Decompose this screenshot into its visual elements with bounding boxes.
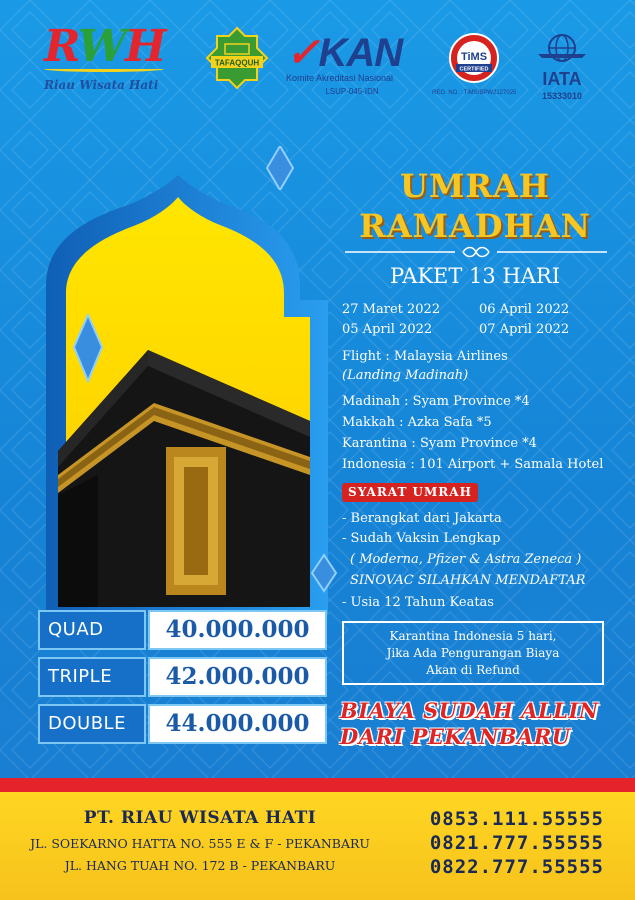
depart-date-1: 27 Maret 2022: [342, 302, 441, 317]
requirement-item: - Sudah Vaksin Lengkap: [342, 531, 501, 546]
company-address-2: JL. HANG TUAH NO. 172 B - PEKANBARU: [64, 858, 336, 873]
karantina-note-line: Karantina Indonesia 5 hari,: [389, 629, 557, 643]
diamond-ornament-icon: [265, 146, 295, 190]
flight-info: Flight : Malaysia Airlines: [342, 349, 508, 364]
price-tier-label: DOUBLE: [38, 704, 146, 744]
tims-label: TiMS: [460, 51, 488, 63]
page-title: [340, 166, 610, 246]
hotel-indonesia: Indonesia : 101 Airport + Samala Hotel: [342, 457, 604, 472]
tafaqquh-logo: [205, 26, 269, 90]
kaaba-arch-illustration: [38, 175, 338, 615]
tims-badge: CERTIFIED: [459, 66, 489, 73]
rwh-logo-w: W: [77, 21, 126, 72]
phone-number[interactable]: 0853.111.55555: [429, 808, 604, 830]
hotel-madinah: Madinah : Syam Province *4: [342, 394, 530, 409]
allin-price-note-line-1: BIAYA SUDAH ALLIN: [340, 698, 599, 723]
iata-code: 15333010: [541, 91, 583, 101]
hotel-karantina: Karantina : Syam Province *4: [342, 436, 537, 451]
flight-note: (Landing Madinah): [342, 368, 469, 383]
price-row-triple: [38, 657, 327, 697]
company-address-1: JL. SOEKARNO HATTA NO. 555 E & F - PEKANBARU: [30, 836, 370, 851]
logo-bar: [0, 22, 635, 112]
price-value: 42.000.000: [148, 657, 327, 697]
tims-seal-icon: [444, 32, 504, 84]
requirement-sinovac-note: SINOVAC SILAHKAN MENDAFTAR: [350, 573, 586, 588]
requirement-item: - Usia 12 Tahun Keatas: [342, 595, 494, 610]
requirement-vaccine-list: ( Moderna, Pfizer & Astra Zeneca ): [350, 552, 582, 567]
tafaqquh-emblem-icon: [205, 26, 269, 90]
price-tier-label: QUAD: [38, 610, 146, 650]
title-divider-ornament: [345, 246, 607, 258]
karantina-note-box: [342, 621, 604, 685]
depart-date-2: 05 April 2022: [342, 322, 433, 337]
price-row-double: [38, 704, 327, 744]
karantina-note-line: Jika Ada Pengurangan Biaya: [386, 646, 560, 660]
phone-number[interactable]: 0821.777.55555: [429, 832, 604, 854]
allin-price-note-line-2: DARI PEKANBARU: [340, 724, 571, 749]
syarat-umrah-badge: SYARAT UMRAH: [342, 483, 478, 502]
rwh-logo: [44, 22, 184, 92]
package-duration: PAKET 13 HARI: [389, 264, 561, 288]
requirement-item: - Berangkat dari Jakarta: [342, 511, 502, 526]
title-line-2: RAMADHAN: [359, 207, 591, 245]
tims-reg: REG. NO. : TiMS/BPW2127025: [432, 90, 517, 96]
return-date-2: 07 April 2022: [479, 322, 570, 337]
rwh-logo-r: R: [44, 21, 78, 72]
return-date-1: 06 April 2022: [479, 302, 570, 317]
rwh-subtitle: Riau Wisata Hati: [44, 78, 159, 92]
kan-mark: KAN: [318, 31, 403, 75]
iata-logo: [527, 32, 597, 101]
price-row-quad: [38, 610, 327, 650]
price-tier-label: TRIPLE: [38, 657, 146, 697]
price-value: 40.000.000: [148, 610, 327, 650]
phone-number[interactable]: 0822.777.55555: [429, 856, 604, 878]
footer: [0, 792, 635, 900]
tims-logo: [432, 32, 516, 96]
kan-subtitle: Komite Akreditasi Nasional: [286, 73, 394, 83]
price-value: 44.000.000: [148, 704, 327, 744]
title-line-1: UMRAH: [400, 167, 550, 205]
tafaqquh-label: TAFAQQUH: [214, 58, 260, 68]
kan-code: LSUP-045-IDN: [325, 87, 379, 96]
rwh-logo-h: H: [125, 21, 165, 72]
footer-red-stripe: [0, 778, 635, 792]
iata-label: IATA: [542, 69, 582, 89]
company-name: PT. RIAU WISATA HATI: [83, 808, 317, 828]
hotel-makkah: Makkah : Azka Safa *5: [342, 415, 492, 430]
globe-icon: [536, 32, 588, 70]
kan-logo: ✓KAN Komite Akreditasi Nasional LSUP-045-IDN: [286, 34, 418, 96]
karantina-note-line: Akan di Refund: [426, 663, 520, 677]
